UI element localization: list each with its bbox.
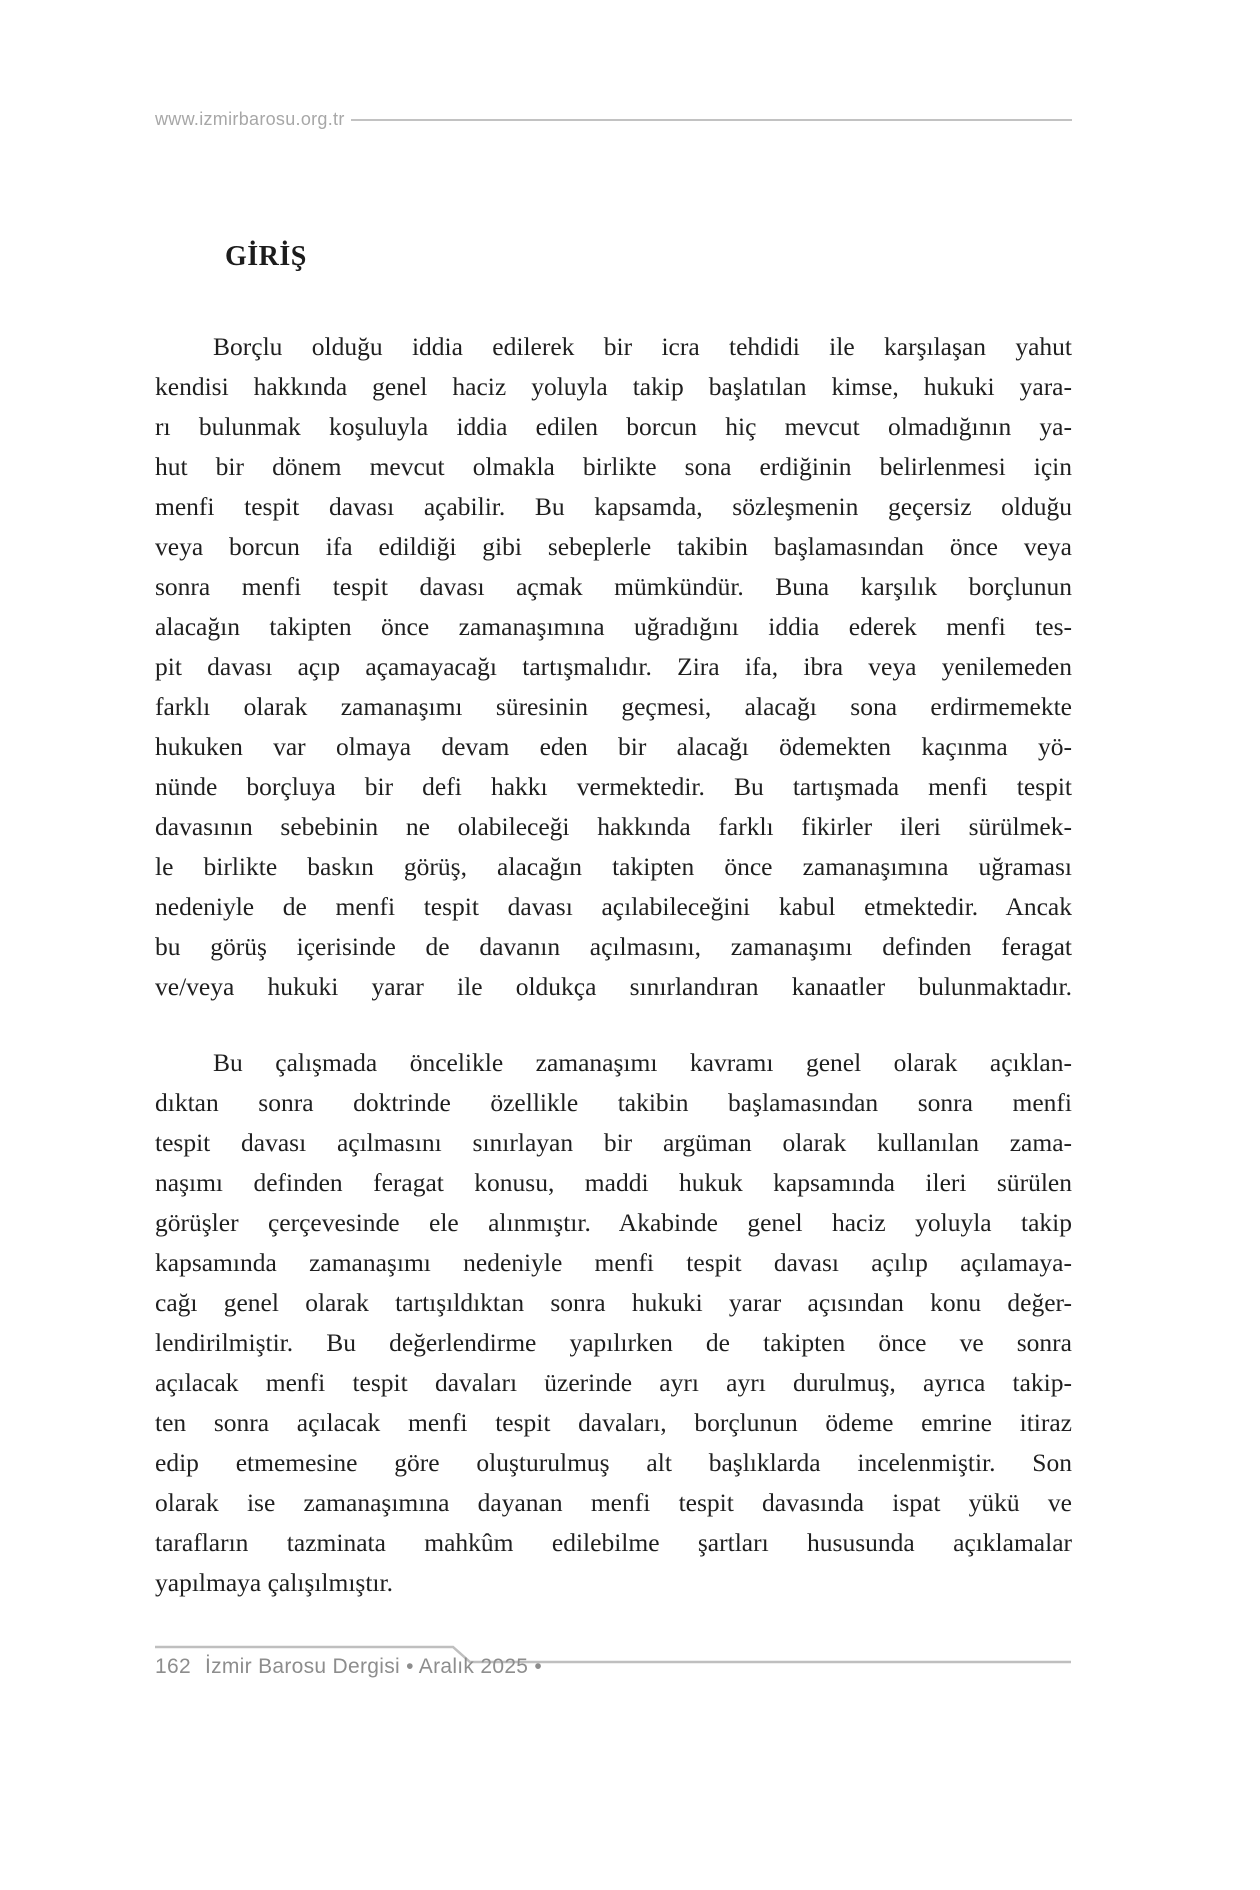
text-line: olarak ise zamanaşımına dayanan menfi tespit davasında ispat yükü ve <box>155 1488 1072 1517</box>
header-rule <box>351 119 1072 121</box>
text-line: yapılmaya çalışılmıştır. <box>155 1568 393 1597</box>
text-line: farklı olarak zamanaşımı süresinin geçmesi, alacağı sona erdirmemekte <box>155 692 1072 721</box>
text-line: kapsamında zamanaşımı nedeniyle menfi tespit davası açılıp açılamaya- <box>155 1248 1072 1277</box>
text-line: açılacak menfi tespit davaları üzerinde ayrı ayrı durulmuş, ayrıca takip- <box>155 1368 1072 1397</box>
text-line: menfi tespit davası açabilir. Bu kapsamda, sözleşmenin geçersiz olduğu <box>155 492 1072 521</box>
text-line: cağı genel olarak tartışıldıktan sonra hukuki yarar açısından konu değer- <box>155 1288 1072 1317</box>
text-line: nünde borçluya bir defi hakkı vermektedir. Bu tartışmada menfi tespit <box>155 772 1072 801</box>
text-line: sonra menfi tespit davası açmak mümkündür. Buna karşılık borçlunun <box>155 572 1072 601</box>
page-number: 162 <box>155 1655 191 1678</box>
text-line: alacağın takipten önce zamanaşımına uğradığını iddia ederek menfi tes- <box>155 612 1072 641</box>
paragraph-1 <box>155 327 1072 1007</box>
text-line: kendisi hakkında genel haciz yoluyla takip başlatılan kimse, hukuki yara- <box>155 372 1072 401</box>
text-line: görüşler çerçevesinde ele alınmıştır. Akabinde genel haciz yoluyla takip <box>155 1208 1072 1237</box>
text-line: rı bulunmak koşuluyla iddia edilen borcun hiç mevcut olmadığının ya- <box>155 412 1072 441</box>
text-line: bu görüş içerisinde de davanın açılmasını, zamanaşımı definden feragat <box>155 932 1072 961</box>
text-line: davasının sebebinin ne olabileceği hakkında farklı fikirler ileri sürülmek- <box>155 812 1072 841</box>
journal-name: İzmir Barosu Dergisi • Aralık 2025 • <box>204 1655 543 1678</box>
text-line: ten sonra açılacak menfi tespit davaları, borçlunun ödeme emrine itiraz <box>155 1408 1072 1437</box>
section-title: GİRİŞ <box>225 241 307 272</box>
text-line: tespit davası açılmasını sınırlayan bir argüman olarak kullanılan zama- <box>155 1128 1072 1157</box>
text-line: edip etmemesine göre oluşturulmuş alt başlıklarda incelenmiştir. Son <box>155 1448 1072 1477</box>
text-line: ve/veya hukuki yarar ile oldukça sınırlandıran kanaatler bulunmaktadır. <box>155 972 1072 1001</box>
text-line: naşımı definden feragat konusu, maddi hukuk kapsamında ileri sürülen <box>155 1168 1072 1197</box>
article-body <box>155 237 1072 1603</box>
text-line: hut bir dönem mevcut olmakla birlikte sona erdiğinin belirlenmesi için <box>155 452 1072 481</box>
text-line: Borçlu olduğu iddia edilerek bir icra tehdidi ile karşılaşan yahut <box>213 332 1072 361</box>
paragraph-2 <box>155 1043 1072 1603</box>
text-line: tarafların tazminata mahkûm edilebilme şartları hususunda açıklamalar <box>155 1528 1072 1557</box>
page-footer <box>155 1655 542 1679</box>
text-line: Bu çalışmada öncelikle zamanaşımı kavramı genel olarak açıklan- <box>213 1048 1072 1077</box>
website-url: www.izmirbarosu.org.tr <box>155 109 345 129</box>
text-line: le birlikte baskın görüş, alacağın takipten önce zamanaşımına uğraması <box>155 852 1072 881</box>
text-line: dıktan sonra doktrinde özellikle takibin başlamasından sonra menfi <box>155 1088 1072 1117</box>
text-line: lendirilmiştir. Bu değerlendirme yapılırken de takipten önce ve sonra <box>155 1328 1072 1357</box>
page-header <box>155 109 1072 130</box>
text-line: nedeniyle de menfi tespit davası açılabileceğini kabul etmektedir. Ancak <box>155 892 1072 921</box>
text-line: hukuken var olmaya devam eden bir alacağı ödemekten kaçınma yö- <box>155 732 1072 761</box>
text-line: pit davası açıp açamayacağı tartışmalıdır. Zira ifa, ibra veya yenilemeden <box>155 652 1072 681</box>
text-line: veya borcun ifa edildiği gibi sebeplerle takibin başlamasından önce veya <box>155 532 1072 561</box>
